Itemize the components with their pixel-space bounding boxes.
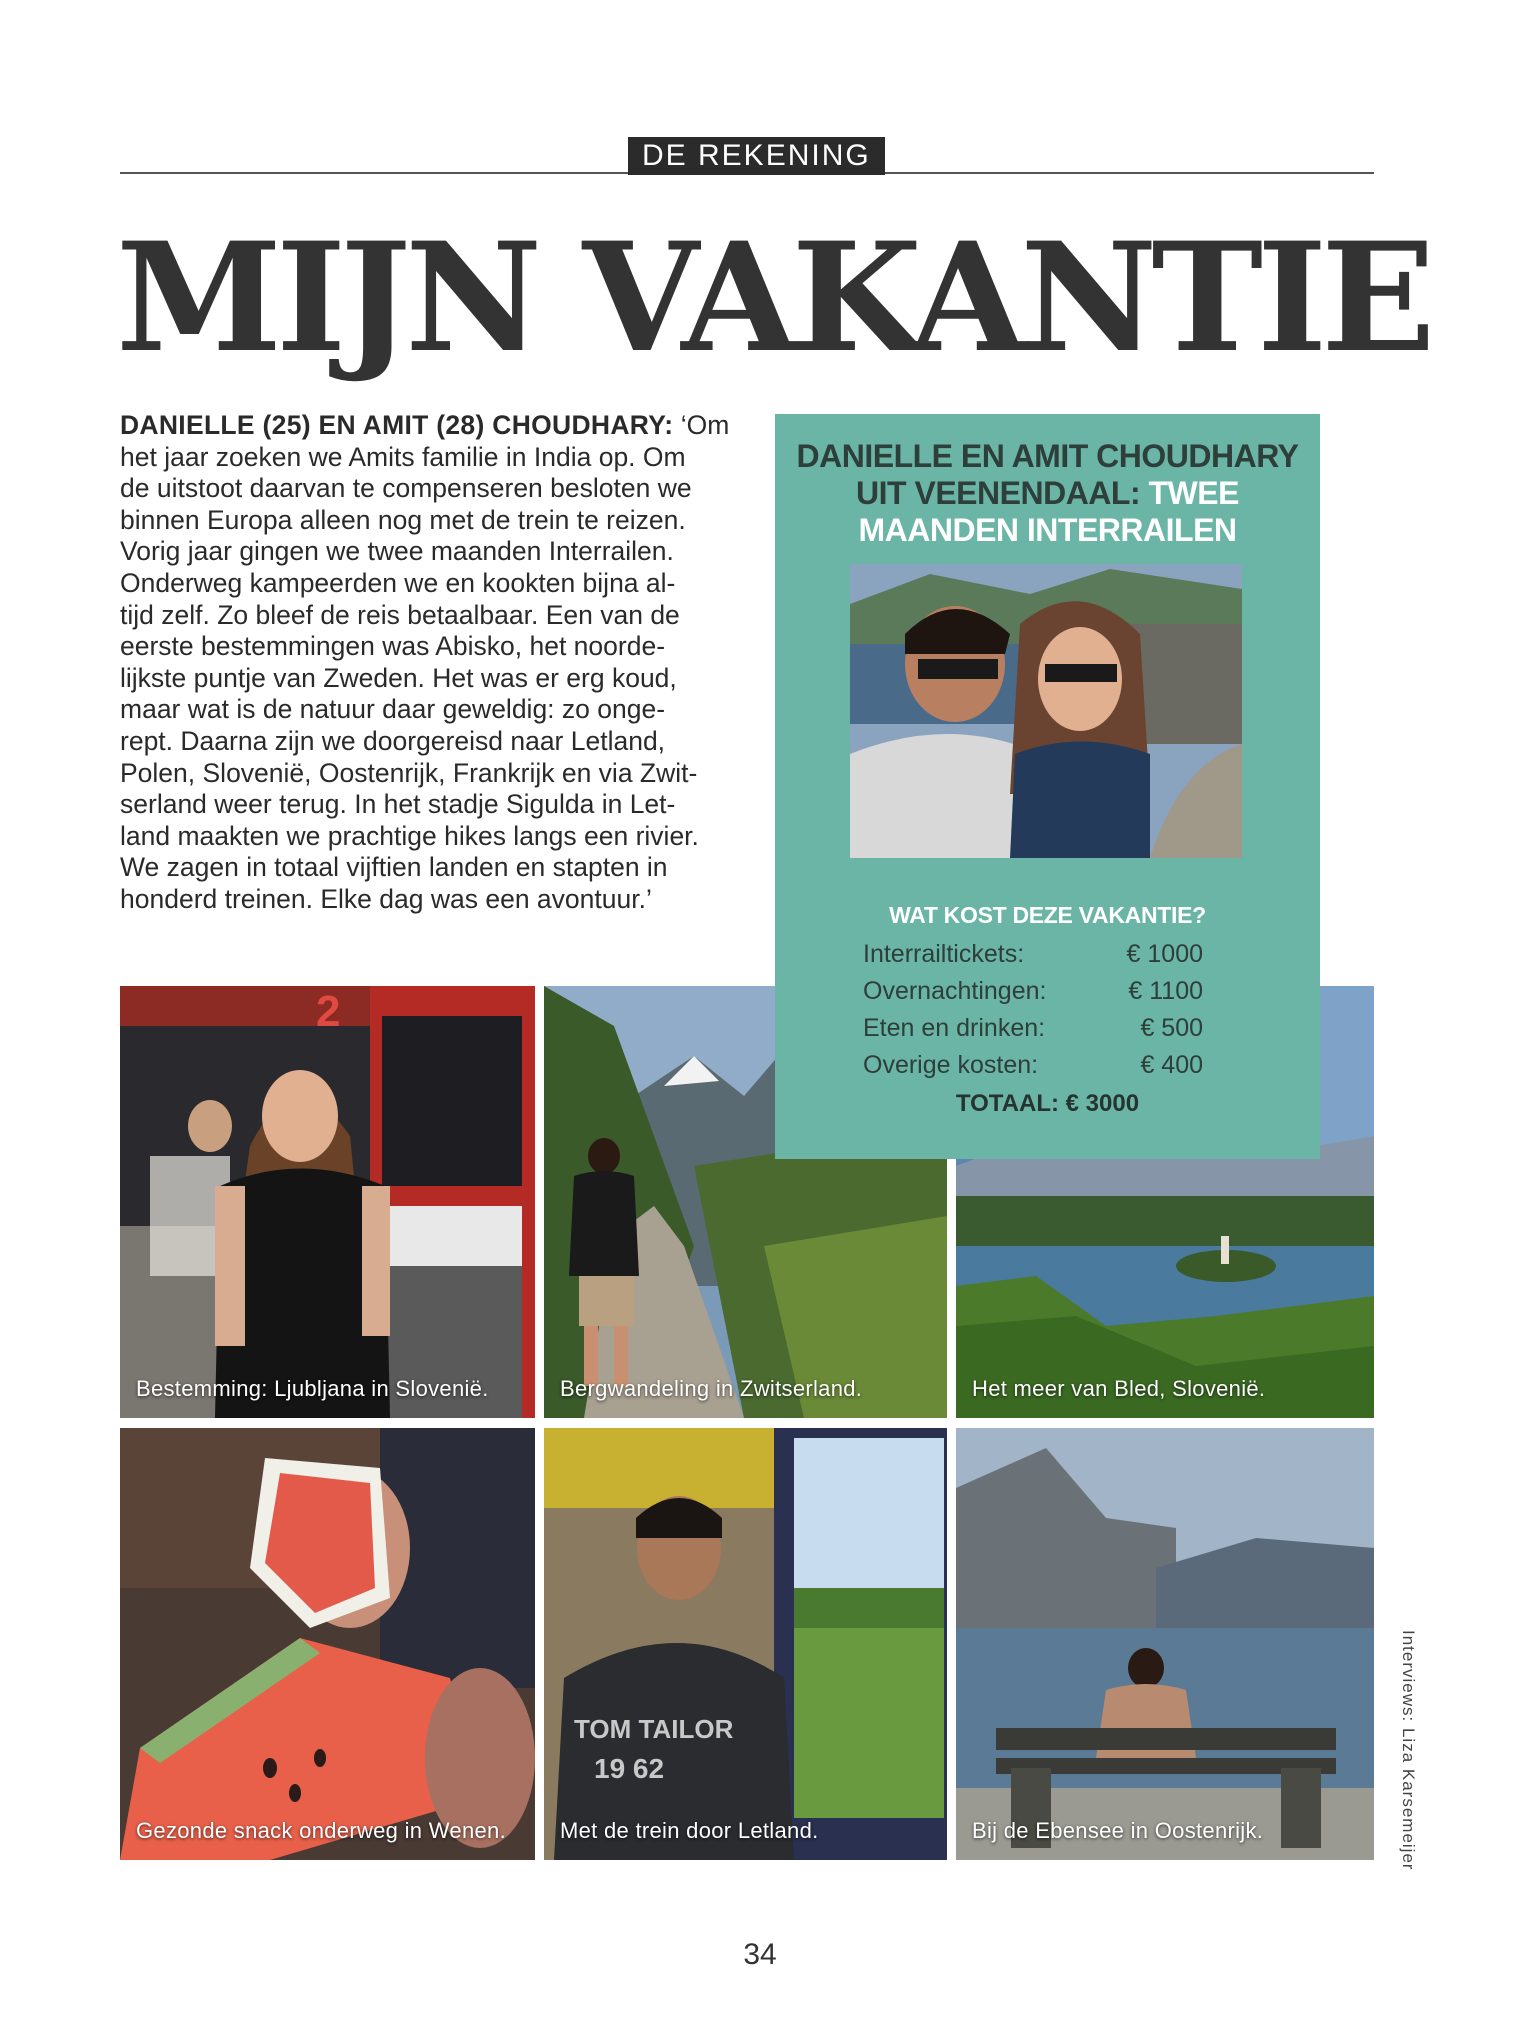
photo-caption: Gezonde snack onderweg in Wenen.	[136, 1818, 506, 1843]
photo-ebensee-image	[956, 1428, 1374, 1860]
cost-value: € 400	[1140, 1051, 1203, 1079]
intro-line: lijkste puntje van Zweden. Het was er erg koud,	[120, 662, 677, 693]
intro-line: Polen, Slovenië, Oostenrijk, Frankrijk en via Zwit-	[120, 757, 698, 788]
info-box	[775, 414, 1320, 1159]
shirt-text-2: 19 62	[594, 1753, 665, 1784]
cost-value: € 1100	[1128, 977, 1203, 1005]
photo-ebensee	[956, 1428, 1374, 1860]
interview-credit: Interviews: Liza Karsemeijer	[1399, 1630, 1418, 1871]
intro-line: We zagen in totaal vijftien landen en stapten in	[120, 852, 668, 883]
cost-row	[863, 940, 1203, 977]
info-box-title	[785, 438, 1310, 549]
section-tag: DE REKENING	[628, 137, 885, 175]
photo-caption: Bergwandeling in Zwitserland.	[560, 1376, 863, 1401]
couple-photo	[850, 564, 1242, 858]
photo-wenen-image	[120, 1428, 535, 1860]
cost-row	[863, 1014, 1203, 1051]
page-number: 34	[743, 1938, 777, 1971]
cost-total: TOTAAL: € 3000	[955, 1090, 1140, 1117]
photo-ljubljana-image	[120, 986, 535, 1418]
cost-value: € 1000	[1126, 940, 1203, 968]
intro-line: binnen Europa alleen nog met de trein te reizen.	[120, 504, 686, 535]
photo-ljubljana	[120, 986, 535, 1418]
info-box-title-light: TWEE MAANDEN INTERRAILEN	[858, 475, 1239, 548]
intro-line: Vorig jaar gingen we twee maanden Interrailen.	[120, 536, 674, 567]
photo-caption: Het meer van Bled, Slovenië.	[972, 1376, 1266, 1401]
intro-line: Onderweg kampeerden we en kookten bijna al-	[120, 567, 676, 598]
intro-lead-tail: ‘Om	[680, 410, 730, 440]
intro-line: tijd zelf. Zo bleef de reis betaalbaar. Een van de	[120, 599, 680, 630]
intro-line: de uitstoot daarvan te compenseren besloten we	[120, 473, 692, 504]
info-box-title-dark: DANIELLE EN AMIT CHOUDHARY UIT VEENENDAAL:	[796, 438, 1299, 511]
intro-line: rept. Daarna zijn we doorgereisd naar Letland,	[120, 725, 666, 756]
intro-line-1	[120, 410, 730, 442]
photo-caption: Bij de Ebensee in Oostenrijk.	[972, 1818, 1264, 1843]
cost-label: Overnachtingen:	[863, 977, 1047, 1005]
cost-label: Interrailtickets:	[863, 940, 1025, 968]
cost-title: WAT KOST DEZE VAKANTIE?	[889, 902, 1206, 928]
cost-label: Eten en drinken:	[863, 1014, 1046, 1042]
photo-wenen	[120, 1428, 535, 1860]
intro-text	[120, 410, 730, 916]
intro-line: eerste bestemmingen was Abisko, het noorde-	[120, 631, 666, 662]
cost-row	[863, 977, 1203, 1014]
intro-lead: DANIELLE (25) EN AMIT (28) CHOUDHARY:	[120, 410, 674, 440]
cost-row	[863, 1051, 1203, 1088]
cost-value: € 500	[1140, 1014, 1203, 1042]
svg-text:2: 2	[316, 987, 341, 1036]
shirt-text-1: TOM TAILOR	[574, 1714, 734, 1744]
intro-line: serland weer terug. In het stadje Sigulda in Let-	[120, 789, 676, 820]
photo-letland-image	[544, 1428, 947, 1860]
photo-caption: Met de trein door Letland.	[560, 1818, 819, 1843]
headline: MIJN VAKANTIE	[116, 210, 1430, 386]
intro-line: land maakten we prachtige hikes langs een rivier.	[120, 820, 699, 851]
couple-photo-image	[850, 564, 1242, 858]
intro-line: maar wat is de natuur daar geweldig: zo onge-	[120, 694, 666, 725]
intro-line: honderd treinen. Elke dag was een avontuur.’	[120, 883, 652, 914]
photo-caption: Bestemming: Ljubljana in Slovenië.	[136, 1376, 489, 1401]
cost-label: Overige kosten:	[863, 1051, 1039, 1079]
photo-letland	[544, 1428, 947, 1860]
intro-line: het jaar zoeken we Amits familie in India op. Om	[120, 441, 686, 472]
